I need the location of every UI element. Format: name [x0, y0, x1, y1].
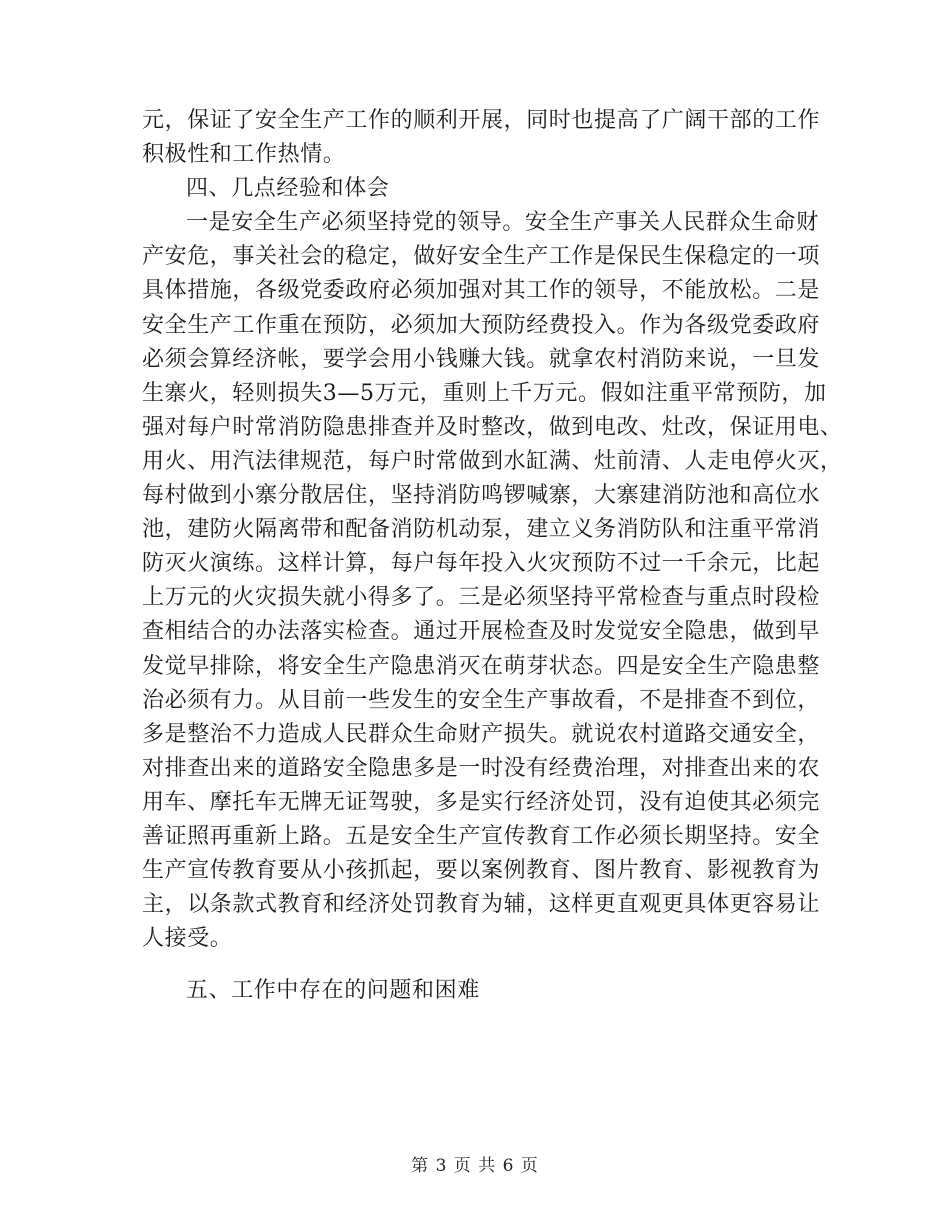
page-number-footer: 第 3 页 共 6 页: [411, 1156, 539, 1176]
paragraph-line: 具体措施，各级党委政府必须加强对其工作的领导，不能放松。二是: [142, 278, 821, 304]
paragraph-spacer: [142, 956, 804, 974]
paragraph-line: 积极性和工作热情。: [142, 142, 346, 168]
paragraph-line: 主，以条款式教育和经济处罚教育为辅，这样更直观更具体更容易让: [142, 892, 821, 918]
paragraph-line: 元，保证了安全生产工作的顺利开展，同时也提高了广阔干部的工作: [142, 108, 821, 133]
paragraph-line: 必须会算经济帐，要学会用小钱赚大钱。就拿农村消防来说，一旦发: [142, 346, 821, 372]
paragraph-line: 用车、摩托车无牌无证驾驶，多是实行经济处罚，没有迫使其必须完: [142, 789, 821, 815]
paragraph-line: 池，建防火隔离带和配备消防机动泵，建立义务消防队和注重平常消: [142, 517, 821, 543]
paragraph-line: 人接受。: [142, 926, 233, 952]
paragraph-line: 每村做到小寨分散居住，坚持消防鸣锣喊寨，大寨建消防池和高位水: [142, 483, 821, 509]
paragraph-line: 一是安全生产必须坚持党的领导。安全生产事关人民群众生命财: [186, 210, 819, 236]
paragraph-line: 安全生产工作重在预防，必须加大预防经费投入。作为各级党委政府: [142, 312, 821, 338]
paragraph-line: 生寨火，轻则损失3—5万元，重则上千万元。假如注重平常预防，加: [142, 380, 827, 406]
paragraph-line: 治必须有力。从目前一些发生的安全生产事故看，不是排查不到位，: [142, 687, 821, 713]
paragraph-line: 善证照再重新上路。五是安全生产宣传教育工作必须长期坚持。安全: [142, 823, 821, 849]
section-heading-4: 四、几点经验和体会: [186, 176, 390, 202]
paragraph-line: 产安危，事关社会的稳定，做好安全生产工作是保民生保稳定的一项: [142, 244, 821, 270]
paragraph-line: 多是整治不力造成人民群众生命财产损失。就说农村道路交通安全，: [142, 721, 821, 747]
paragraph-line: 防灭火演练。这样计算，每户每年投入火灾预防不过一千余元，比起: [142, 551, 821, 577]
paragraph-line: 查相结合的办法落实检查。通过开展检查及时发觉安全隐患，做到早: [142, 619, 821, 645]
paragraph-line: 上万元的火灾损失就小得多了。三是必须坚持平常检查与重点时段检: [142, 585, 821, 611]
paragraph-line: 对排查出来的道路安全隐患多是一时没有经费治理，对排查出来的农: [142, 755, 821, 781]
paragraph-line: 生产宣传教育要从小孩抓起，要以案例教育、图片教育、影视教育为: [142, 858, 821, 884]
document-body: [142, 104, 843, 1008]
paragraph-line: 发觉早排除，将安全生产隐患消灭在萌芽状态。四是安全生产隐患整: [142, 653, 821, 679]
section-heading-5: 五、工作中存在的问题和困难: [186, 978, 480, 1004]
paragraph-line: 强对每户时常消防隐患排查并及时整改，做到电改、灶改，保证用电、: [142, 414, 843, 440]
paragraph-line: 用火、用汽法律规范，每户时常做到水缸满、灶前清、人走电停火灭，: [142, 448, 843, 474]
